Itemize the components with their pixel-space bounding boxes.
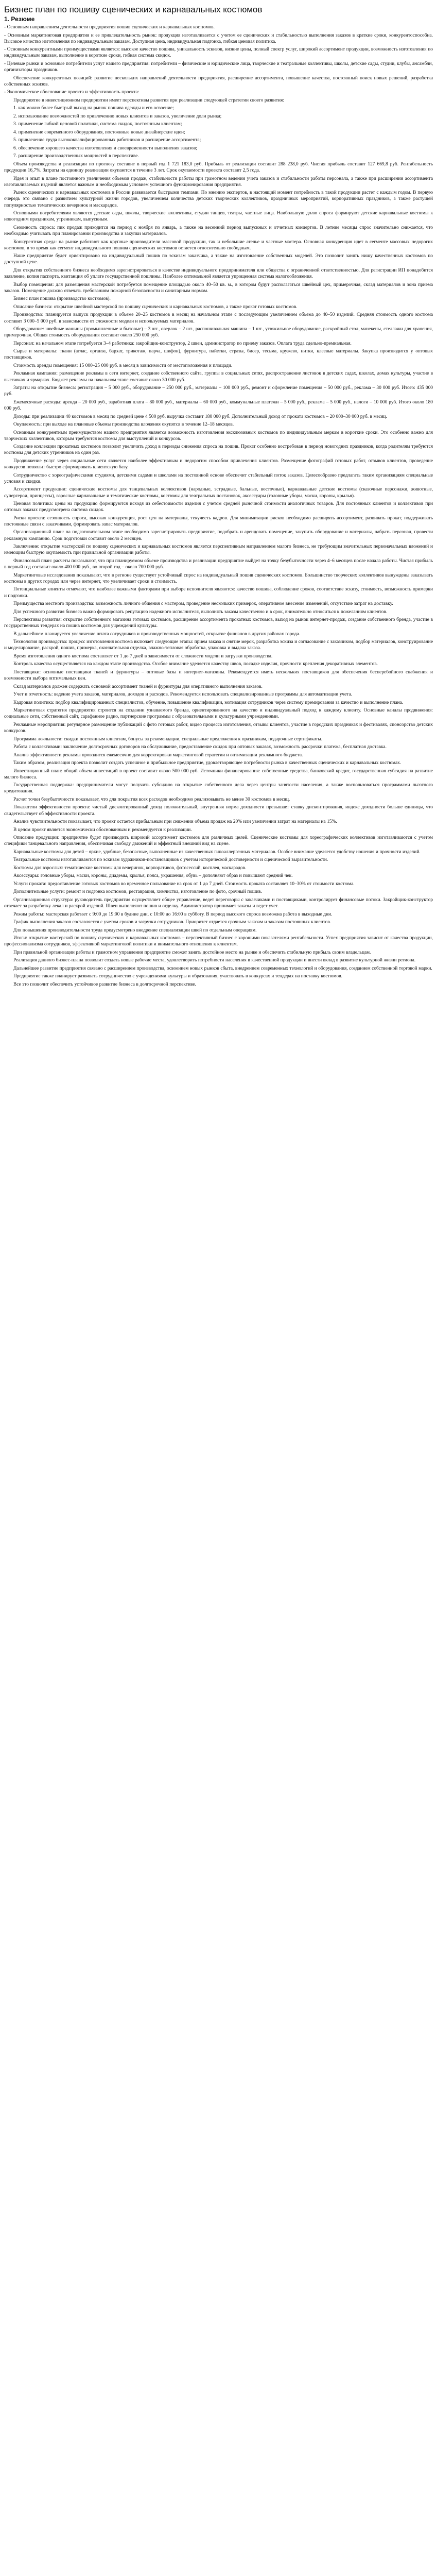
paragraph: Анализ эффективности рекламы проводится ежемесячно для корректировки маркетинговой стратегии и оптимизации рекламного бюджета.: [13, 752, 303, 758]
paragraph: Создание коллекции прокатных костюмов позволит увеличить доход в периоды снижения спроса на пошив. Прокат особенно востребован в период новогодних праздников, когда родителям требуются костюмы для детских утренников на один раз.: [4, 444, 433, 456]
paragraph: Предприятие также планирует развивать сотрудничество с учреждениями культуры и образования, участвовать в конкурсах и тендерах на поставку костюмов.: [13, 974, 342, 979]
paragraph: Наше предприятие будет ориентировано на индивидуальный пошив по эскизам заказчика, а также на изготовление собственных моделей. Это позволит занять нишу качественных костюмов по доступной цене.: [4, 253, 433, 265]
paragraph: - Основным маркетинговая предприятия и ее привлекательность рынок: продукция изготавливается с учетом ее сценических и стабильностью выполнения заказов в краткие сроки, конкурентоспособна. Высокое качество изготовления по индивидуальным заказам. Доступная цена, индивидуальная подгонка, гибкая ценовая политика.: [4, 32, 433, 44]
paragraph: - Основным направлением деятельности предприятия пошив сценических и карнавальных костюмов.: [4, 25, 215, 30]
paragraph: Режим работы: мастерская работает с 9:00 до 19:00 в будние дни, с 10:00 до 16:00 в субботу. В период высокого спроса возможна работа в выходные дни.: [13, 911, 333, 917]
paragraph: Карнавальные костюмы для детей – яркие, удобные, безопасные, выполненные из качественных гипоаллергенных материалов. Особое внимание уделяется удобству ношения и прочности изделий.: [13, 849, 421, 855]
paragraph: Ежемесячные расходы: аренда – 20 000 руб., заработная плата – 80 000 руб., материалы – 60 000 руб., коммунальные платежи – 5 000 руб., реклама – 5 000 руб., налоги – 10 000 руб. Итого около 180 000 руб.: [4, 399, 433, 412]
paragraph: Склад материалов должен содержать основной ассортимент тканей и фурнитуры для оперативного выполнения заказов.: [13, 684, 263, 689]
document-section: [4, 935, 433, 988]
document-section: [4, 312, 433, 428]
paragraph: В целом проект является экономически обоснованным и рекомендуется к реализации.: [13, 827, 192, 833]
paragraph: Производство: планируется выпуск продукции в объеме 20–25 костюмов в месяц на начальном этапе с последующим увеличением объема до 40–50 изделий. Средняя стоимость одного костюма составит 3 000–5 000 руб. в зависимости от сложности модели и используемых материалов.: [4, 312, 433, 324]
paragraph: Показатели эффективности проекта: чистый дисконтированный доход положительный, внутренняя норма доходности превышает ставку дисконтирования, индекс доходности больше единицы, что свидетельствует об эффективности проекта.: [4, 805, 433, 817]
paragraph: Маркетинговые исследования показывают, что в регионе существует устойчивый спрос на индивидуальный пошив сценических костюмов. Большинство творческих коллективов вынуждены заказывать костюмы в других городах или через интернет, что увеличивает сроки и стоимость.: [4, 572, 433, 584]
paragraph: Окупаемость: при выходе на плановые объемы производства вложения окупятся в течение 12–18 месяцев.: [13, 422, 234, 428]
paragraph: - Основным конкурентными преимуществами является: высокое качество пошива, уникальность эскизов, низкие цены, полный спектр услуг, широкий ассортимент продукции, возможность изготовления по индивидуальным заказам, выполнение в короткие сроки, гибкая система скидок.: [4, 47, 433, 59]
paragraph: Сырье и материалы: ткани (атлас, органза, бархат, трикотаж, парча, шифон), фурнитура, пайетки, стразы, бисер, тесьма, кружево, нитки, клеевые материалы. Закупка производится у оптовых поставщиков.: [4, 349, 433, 361]
paragraph: Ценовая политика: цены на продукцию формируются исходя из себестоимости изделия с учетом средней рыночной стоимости аналогичных товаров. Для постоянных клиентов и коллективов при оптовых заказах предусмотрена система скидок.: [4, 501, 433, 513]
paragraph: Финансовый план: расчеты показывают, что при планируемом объеме производства и реализации предприятие выйдет на точку безубыточности через 4–6 месяцев после начала работы. Чистая прибыль в первый год составит около 400 000 руб., во второй год – около 700 000 руб.: [4, 558, 433, 570]
paragraph: Объем производства и реализации по прогнозу составит в первый год 1 721 183,0 руб. Прибыль от реализации составит 288 238,0 руб. Чистая прибыль составит 127 669,8 руб. Рентабельность продукции 16,7%. Затраты на единицу реализации окупаются в течение 3 лет. Срок окупаемости проекта составит 2,5 года.: [4, 161, 433, 174]
paragraph: Предприятие в инвестиционном предприятии имеет перспективы развития при реализации следующей стратегии своего развития:: [13, 97, 284, 103]
paragraph: Все это позволит обеспечить устойчивое развитие бизнеса в долгосрочной перспективе.: [13, 981, 196, 987]
paragraph: Поставщики: основные поставщики тканей и фурнитуры – оптовые базы и интернет-магазины. Рекомендуется иметь нескольких поставщиков для обеспечения бесперебойного снабжения и возможности выбора оптимальных цен.: [4, 669, 433, 682]
paragraph: Аксессуары: головные уборы, маски, короны, диадемы, крылья, пояса, украшения, обувь – дополняют образ и повышают средний чек.: [13, 873, 293, 879]
document-section: [4, 558, 433, 637]
document-section: [4, 190, 433, 310]
paragraph: Организационная структура: руководитель предприятия осуществляет общее управление, ведет переговоры с заказчиками и поставщиками, контролирует финансовые потоки. Закройщик-конструктор отвечает за разработку лекал и раскрой изделий. Швеи выполняют пошив и отделку. Администратор принимает заказы и ведет учет.: [4, 897, 433, 909]
paragraph: - Целевые рынки и основные потребители услуг нашего предприятия: потребители – физические и юридические лица, творческие и театральные коллективы, школы, детские сады, студии, клубы, ансамбли, организаторы праздников.: [4, 61, 433, 73]
paragraph: 2. использование возможностей по привлечению новых клиентов и заказов, увеличение доли рынка;: [13, 113, 222, 119]
paragraph: Заключение: открытие мастерской по пошиву сценических и карнавальных костюмов является перспективным направлением малого бизнеса, не требующим значительных первоначальных вложений и имеющим быструю окупаемость при правильной организации работы.: [4, 544, 433, 556]
paragraph: Рынок сценических и карнавальных костюмов в России развивается быстрыми темпами. По мнению экспертов, в настоящий момент потребность в такой продукции растет с каждым годом. В первую очередь это связано с развитием культурной жизни городов, увеличением количества детских творческих коллективов, праздничных мероприятий, корпоративных праздников, а также растущей популярностью тематических вечеринок и маскарадов.: [4, 190, 433, 208]
section-heading: 1. Резюме: [4, 15, 35, 23]
paragraph: 6. обеспечение хорошего качества изготовления и своевременности выполнения заказов;: [13, 145, 197, 151]
paragraph: Работа с коллективами: заключение долгосрочных договоров на обслуживание, предоставление скидок при оптовых заказах, возможность рассрочки платежа, бесплатная доставка.: [13, 744, 387, 750]
paragraph: Реализация данного бизнес-плана позволит создать новые рабочие места, удовлетворить потребности населения в качественной продукции и внести вклад в развитие культурной жизни региона.: [13, 958, 416, 963]
paragraph: Сезонность спроса: пик продаж приходится на период с ноября по январь, а также на весенний период выпускных и отчетных концертов. В летние месяцы спрос значительно снижается, что необходимо учитывать при планировании производства и закупки материалов.: [4, 225, 433, 237]
paragraph: Расчет точки безубыточности показывает, что для покрытия всех расходов необходимо реализовывать не менее 30 костюмов в месяц.: [13, 796, 290, 802]
paragraph: Время изготовления одного костюма составляет от 1 до 7 дней в зависимости от сложности модели и загрузки производства.: [13, 653, 273, 659]
paragraph: Учет и отчетность: ведение учета заказов, материалов, доходов и расходов. Рекомендуется использовать специализированные программы для автоматизации учета.: [13, 692, 352, 698]
paragraph: Для успешного развития бизнеса важно формировать репутацию надежного исполнителя, выполнять заказы качественно и в срок, внимательно относиться к пожеланиям клиентов.: [13, 609, 388, 615]
paragraph: Дополнительные услуги: ремонт и подгонка костюмов, реставрация, химчистка, изготовление по фото, срочный пошив.: [13, 889, 262, 895]
paragraph: Государственная поддержка: предприниматели могут получить субсидию на открытие собственного дела через центры занятости населения, а также воспользоваться программами льготного кредитования.: [4, 783, 433, 794]
paragraph: Рекламные мероприятия: регулярное размещение публикаций с фото готовых работ, видео процесса изготовления, отзывы клиентов, участие в городских праздниках и фестивалях, спонсорство детских конкурсов.: [4, 722, 433, 734]
paragraph: 1. как можно более быстрый выход на рынок пошива одежды и его освоение;: [13, 106, 174, 111]
paragraph: Театральные костюмы изготавливаются по эскизам художников-постановщиков с учетом исторической достоверности и сценической выразительности.: [13, 857, 328, 863]
paragraph: Оборудование: швейные машины (промышленные и бытовые) – 3 шт., оверлок – 2 шт., распошивальная машина – 1 шт., утюжильное оборудование, раскройный стол, манекены, стеллажи для хранения, примерочная. Общая стоимость оборудования составит около 250 000 руб.: [4, 327, 433, 338]
paragraph: Обеспечение конкурентных позиций: развитие нескольких направлений деятельности предприятия, расширение ассортимента, повышение качества, постоянный поиск новых решений, разработка собственных эскизов.: [4, 75, 433, 87]
paragraph: Услуги проката: предоставление готовых костюмов во временное пользование на срок от 1 до 7 дней. Стоимость проката составляет 10–30% от стоимости костюма.: [13, 881, 355, 887]
paragraph: Потенциальные клиенты отмечают, что наиболее важными факторами при выборе исполнителя являются: качество пошива, соблюдение сроков, соответствие эскизу, стоимость, возможность примерки и подгонки.: [4, 587, 433, 599]
paragraph: Кадровая политика: подбор квалифицированных специалистов, обучение, повышение квалификации, мотивация сотрудников через систему премирования за качество и выполнение плана.: [13, 700, 404, 705]
paragraph: Инвестиционный план: общий объем инвестиций в проект составит около 500 000 руб. Источники финансирования: собственные средства, банковский кредит, государственная субсидия на развитие малого бизнеса.: [4, 768, 433, 780]
paragraph: Дальнейшее развитие предприятия связано с расширением производства, освоением новых рынков сбыта, внедрением современных технологий и оборудования, созданием собственной торговой марки.: [13, 965, 432, 971]
paragraph: 3. применение гибкой ценовой политики, система скидок, постоянным клиентам;: [13, 122, 182, 127]
paragraph: Персонал: на начальном этапе потребуется 3–4 работника: закройщик-конструктор, 2 швеи, администратор по приему заказов. Оплата труда сдельно-премиальная.: [13, 341, 352, 346]
paragraph: Выбор помещения: для размещения мастерской потребуется помещение площадью около 40–50 кв. м., в котором будут располагаться швейный цех, примерочная, склад материалов и зона приема заказов. Помещение должно отвечать требованиям пожарной безопасности и санитарным нормам.: [4, 282, 433, 294]
paragraph: Итоги: открытие мастерской по пошиву сценических и карнавальных костюмов – перспективный бизнес с хорошими показателями рентабельности. Успех предприятия зависит от качества продукции, профессионализма сотрудников, эффективной маркетинговой политики и внимательного отношения к клиентам.: [4, 936, 433, 947]
paragraph: В дальнейшем планируется увеличение штата сотрудников и производственных мощностей, открытие филиалов в других районах города.: [13, 631, 300, 637]
paragraph: 7. расширение производственных мощностей в перспективе.: [13, 154, 139, 159]
paragraph: Сотрудничество с хореографическими студиями, детскими садами и школами на постоянной основе обеспечит стабильный поток заказов. Целесообразно предлагать таким организациям специальные условия и скидки.: [4, 472, 433, 484]
paragraph: 5. привлечение труда высококвалифицированных работников и расширение ассортимента;: [13, 138, 201, 143]
document-section: [4, 897, 433, 934]
paragraph: Для повышения производительности труда предусмотрено внедрение специализации швей по отдельным операциям.: [13, 927, 257, 933]
document: [0, 0, 436, 988]
paragraph: Доходы: при реализации 40 костюмов в месяц по средней цене 4 500 руб. выручка составит 180 000 руб. Дополнительный доход от проката костюмов – 20 000–30 000 руб. в месяц.: [13, 414, 387, 419]
document-section: [4, 15, 433, 188]
paragraph: Перспективы развития: открытие собственного магазина готовых костюмов, расширение ассортимента прокатных костюмов, выход на рынок интернет-продаж, создание собственного бренда, участие в государственных тендерах на пошив костюмов для учреждений культуры.: [4, 617, 433, 629]
document-section: [4, 430, 433, 556]
paragraph: Рекламная кампания: размещение рекламы в сети интернет, создание собственного сайта, группы в социальных сетях, распространение листовок в детских садах, школах, домах культуры, участие в выставках и ярмарках. Бюджет рекламы на начальном этапе составит около 30 000 руб.: [4, 371, 433, 383]
paragraph: Таким образом, реализация проекта позволит создать успешное и прибыльное предприятие, удовлетворяющее потребности рынка в качественных сценических и карнавальных костюмах.: [13, 760, 402, 766]
paragraph: 4. применение современного оборудования, постоянные новые дизайнерские идеи;: [13, 129, 185, 135]
document-section: [4, 639, 433, 706]
paragraph: Преимущества местного производства: возможность личного общения с мастером, проведение нескольких примерок, оперативное внесение изменений, отсутствие затрат на доставку.: [13, 601, 393, 606]
paragraph: При правильной организации работы и грамотном управлении предприятие сможет занять достойное место на рынке и обеспечить стабильную прибыль своим владельцам.: [13, 950, 371, 955]
document-section: [4, 835, 433, 895]
paragraph: Анализ чувствительности показывает, что проект остается прибыльным при снижении объема продаж на 20% или увеличении затрат на материалы на 15%.: [13, 819, 337, 825]
paragraph: Костюмы для взрослых: тематические костюмы для вечеринок, корпоративов, фотосессий, косплея, маскарадов.: [13, 865, 247, 871]
document-section: [4, 707, 433, 766]
document-title: Бизнес план по пошиву сценических и карнавальных костюмов: [4, 5, 263, 14]
paragraph: Организационный план: на подготовительном этапе необходимо зарегистрировать предприятие, подобрать и арендовать помещение, закупить оборудование и материалы, набрать персонал, провести рекламную кампанию. Срок подготовки составит около 2 месяцев.: [4, 530, 433, 541]
paragraph: Для открытия собственного бизнеса необходимо зарегистрироваться в качестве индивидуального предпринимателя или общества с ограниченной ответственностью. Для регистрации ИП понадобится заявление, копия паспорта, квитанция об уплате государственной пошлины. Наиболее оптимальной является упрощенная система налогообложения.: [4, 267, 433, 280]
paragraph: - Экономическое обоснование проекта и эффективность проекта:: [4, 90, 139, 95]
paragraph: Риски проекта: сезонность спроса, высокая конкуренция, рост цен на материалы, текучесть кадров. Для минимизации рисков необходимо расширять ассортимент, развивать прокат, поддерживать постоянные связи с заказчиками, формировать запас материалов.: [4, 515, 433, 527]
paragraph: Описание бизнеса: открытие швейной мастерской по пошиву сценических и карнавальных костюмов, а также прокат готовых костюмов.: [13, 304, 298, 310]
paragraph: Основными потребителями являются детские сады, школы, творческие коллективы, студии танцев, театры, частные лица. Наибольшую долю спроса формируют детские карнавальные костюмы к новогодним праздникам, утренникам, выпускным.: [4, 211, 433, 223]
document-section: [4, 768, 433, 833]
paragraph: Контроль качества осуществляется на каждом этапе производства. Особое внимание уделяется качеству швов, посадке изделия, прочности крепления декоративных элементов.: [13, 662, 378, 667]
paragraph: Идея и опыт в плане постоянного увеличения объемов продаж, стабильности работы при грамотном ведении учета заказов и стабильности работы персонала, а также при расширении ассортимента изготавливаемых изделий является важным и необходимым условием успешного функционирования предприятия.: [4, 176, 433, 188]
paragraph: Стоимость аренды помещения: 15 000–25 000 руб. в месяц в зависимости от местоположения и площади.: [13, 363, 233, 368]
paragraph: Программа лояльности: скидки постоянным клиентам, бонусы за рекомендации, специальные предложения к праздникам, подарочные сертификаты.: [13, 736, 322, 742]
paragraph: Ассортимент продукции: сценические костюмы для танцевальных коллективов (народные, эстрадные, бальные, восточные), карнавальные детские костюмы (сказочные персонажи, животные, супергерои, принцессы), взрослые карнавальные и тематические костюмы, костюмы для театральных постановок, аксессуары (головные уборы, маски, короны, крылья).: [4, 487, 433, 499]
paragraph: Основным конкурентным преимуществом нашего предприятия является возможность изготовления эксклюзивных костюмов по индивидуальным меркам в короткие сроки. Это особенно важно для творческих коллективов, которым требуются костюмы для выступлений и конкурсов.: [4, 430, 433, 442]
paragraph: Бизнес план пошива (производство костюмов).: [13, 296, 111, 302]
paragraph: Описание продукции: предприятие будет производить широкий ассортимент костюмов для различных целей. Сценические костюмы для хореографических коллективов изготавливаются с учетом специфики танцевального направления, обеспечивая свободу движений и эффектный внешний вид на сцене.: [4, 835, 433, 847]
paragraph: График выполнения заказов составляется с учетом сроков и загрузки сотрудников. Приоритет отдается срочным заказам и заказам постоянных клиентов.: [13, 920, 332, 925]
paragraph: Технология производства: процесс изготовления костюма включает следующие этапы: прием заказа и снятие мерок, разработка эскиза и согласование с заказчиком, подбор материалов, конструирование и моделирование, раскрой, пошив, примерка, окончательная отделка, влажно-тепловая обработка, упаковка и выдача заказа.: [4, 639, 433, 651]
paragraph: Конкурентная среда: на рынке работают как крупные производители массовой продукции, так и небольшие ателье и частные мастера. Основная конкуренция идет в сегменте массовых недорогих костюмов, в то время как сегмент индивидуального пошива сценических костюмов остается относительно свободным.: [4, 239, 433, 251]
paragraph: Маркетинговая стратегия предприятия строится на создании узнаваемого бренда, ориентированного на качество и индивидуальный подход к каждому клиенту. Основные каналы продвижения: социальные сети, собственный сайт, сарафанное радио, партнерские программы с образовательными и культурными учреждениями.: [4, 708, 433, 720]
paragraph: Продвижение услуг через социальные сети является наиболее эффективным и недорогим способом привлечения клиентов. Размещение фотографий готовых работ, отзывов клиентов, проведение конкурсов позволит быстро сформировать клиентскую базу.: [4, 458, 433, 470]
document-body: [4, 15, 433, 988]
paragraph: Затраты на открытие бизнеса: регистрация – 5 000 руб., оборудование – 250 000 руб., материалы – 100 000 руб., ремонт и оформление помещения – 50 000 руб., реклама – 30 000 руб. Итого: 435 000 руб.: [4, 385, 433, 397]
